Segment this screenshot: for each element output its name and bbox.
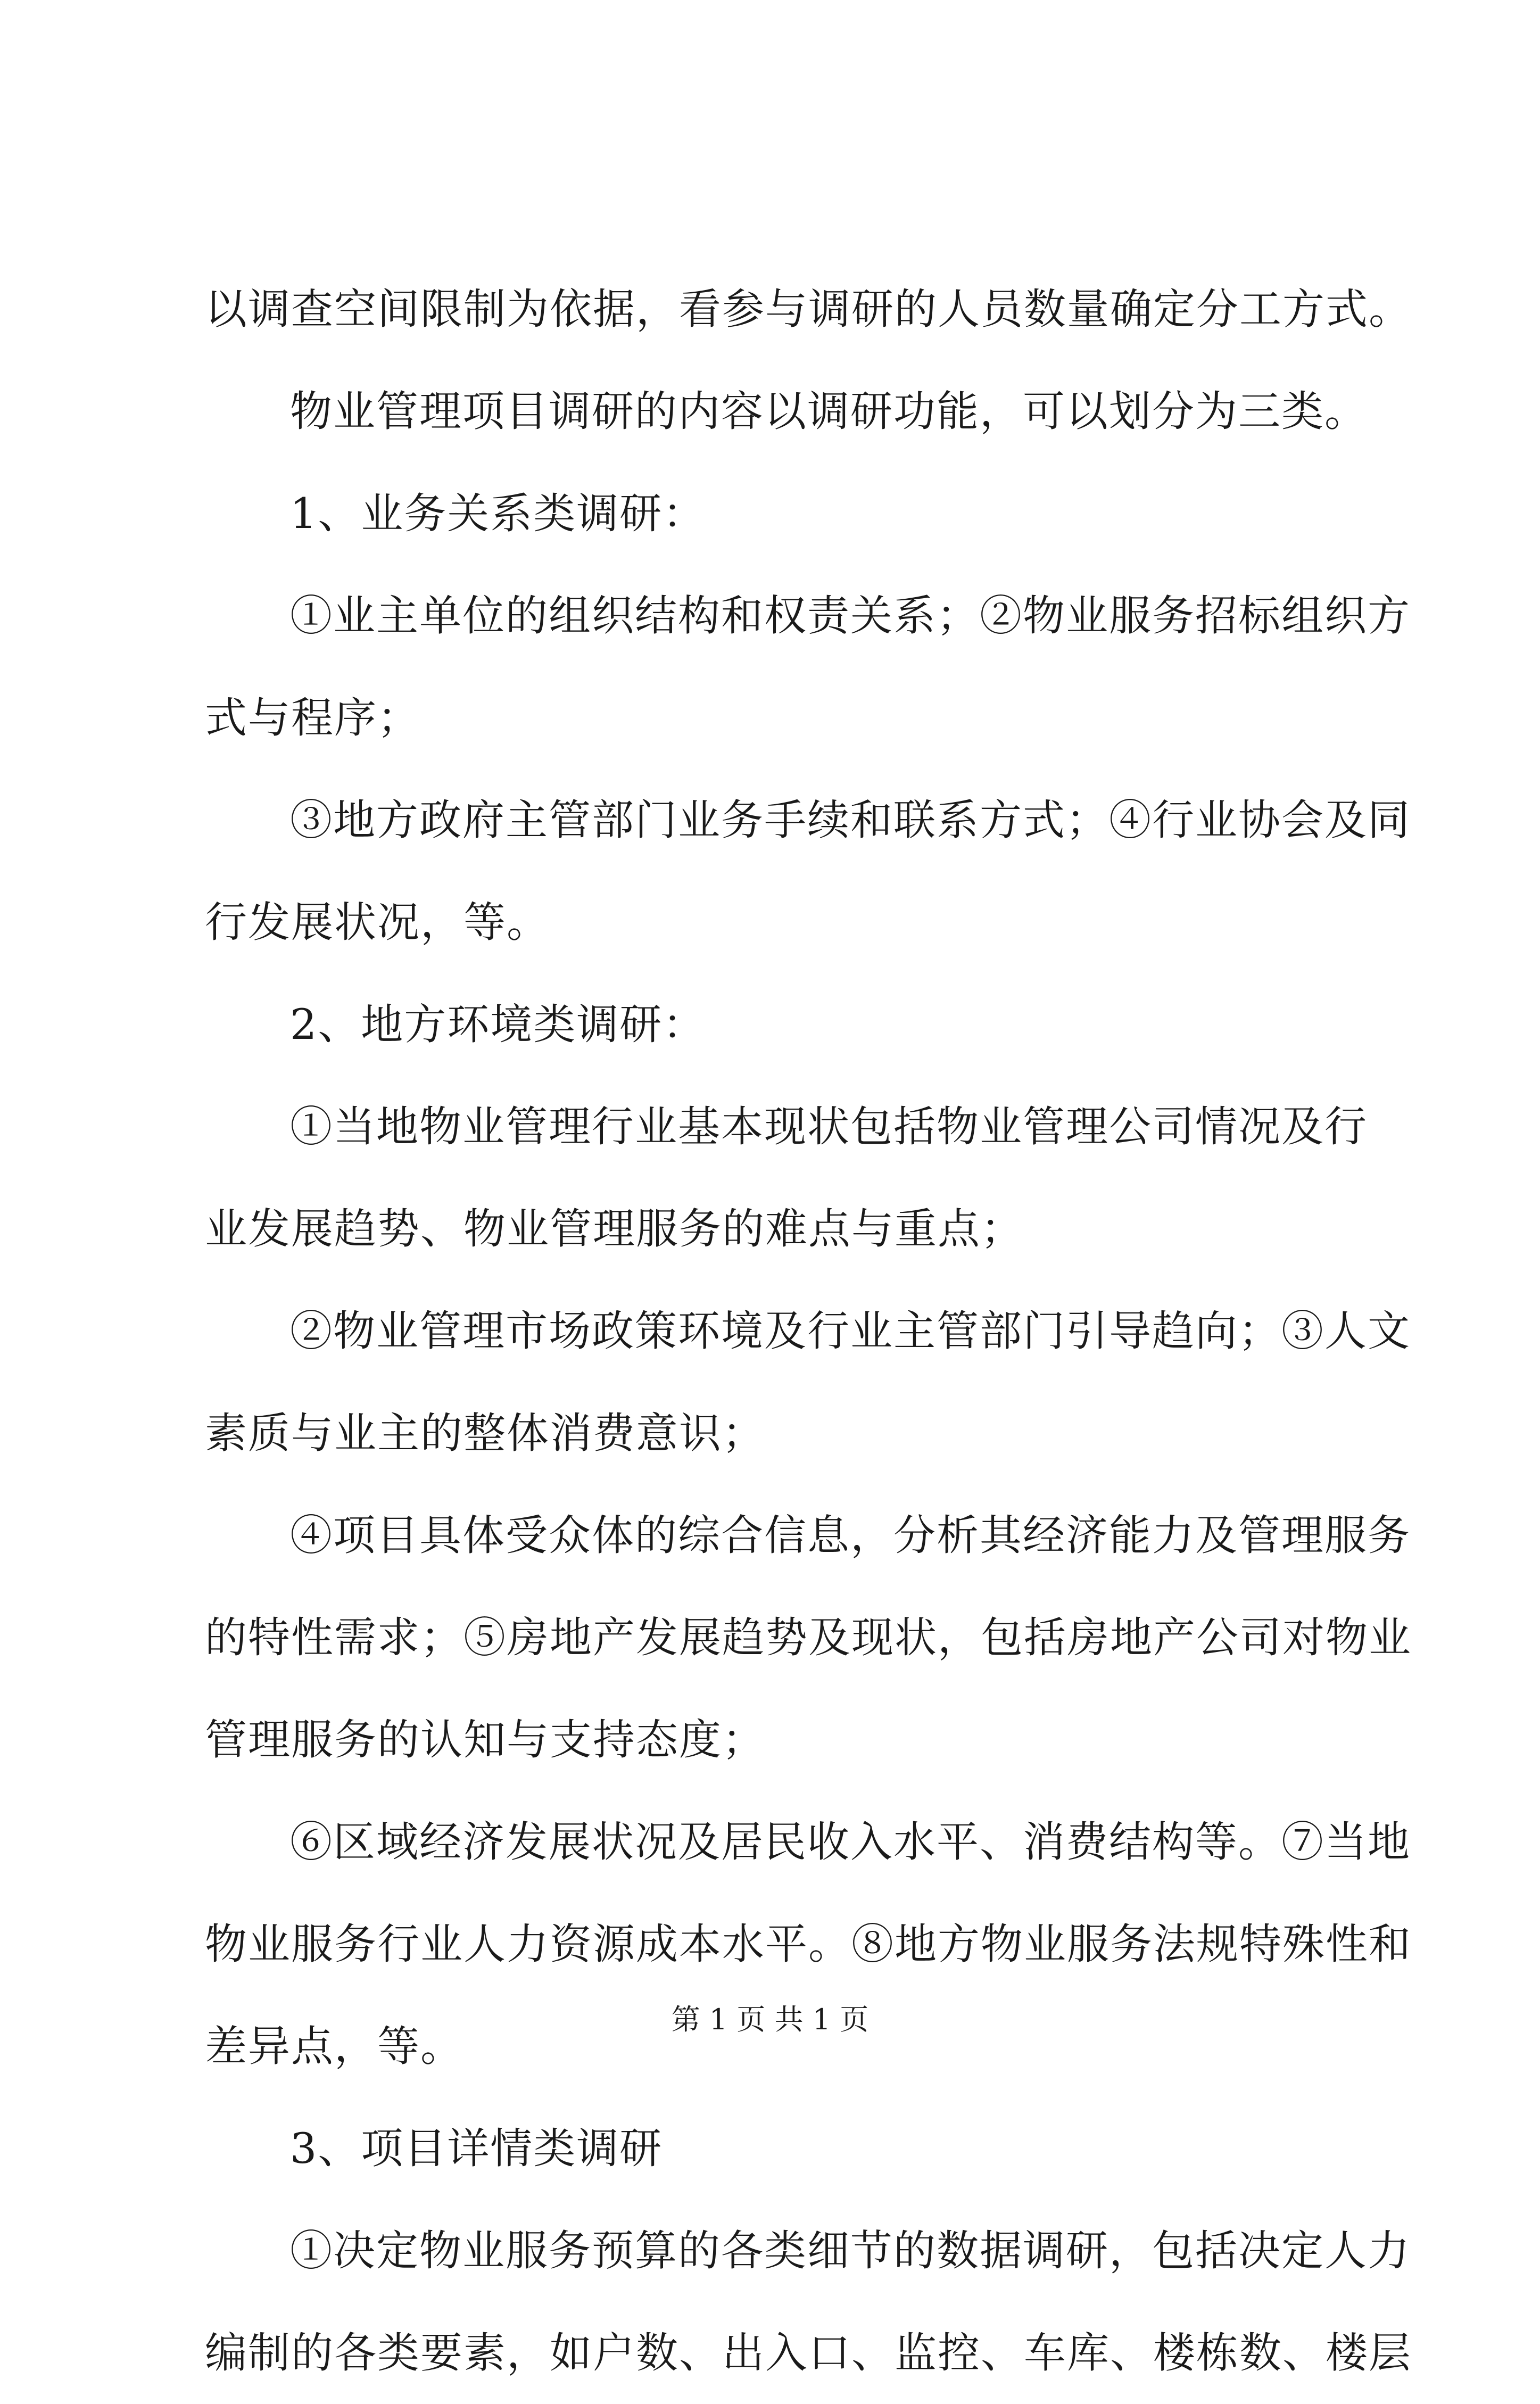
text-line: 2、地方环境类调研： bbox=[290, 1000, 706, 1049]
document-body bbox=[205, 258, 1412, 2404]
text-line: 的特性需求；⑤房地产发展趋势及现状，包括房地产公司对物业 bbox=[205, 1613, 1412, 1662]
text-line: ⑥区域经济发展状况及居民收入水平、消费结构等。⑦当地 bbox=[290, 1818, 1411, 1866]
text-line: ③地方政府主管部门业务手续和联系方式；④行业协会及同 bbox=[290, 796, 1411, 845]
text-line: 管理服务的认知与支持态度； bbox=[205, 1715, 765, 1764]
text-line: 式与程序； bbox=[205, 693, 420, 742]
text-line: 3、项目详情类调研 bbox=[290, 2124, 663, 2173]
text-line: 1、业务关系类调研： bbox=[290, 489, 706, 538]
text-line: ①决定物业服务预算的各类细节的数据调研，包括决定人力 bbox=[290, 2226, 1411, 2275]
text-line: 物业服务行业人力资源成本水平。⑧地方物业服务法规特殊性和 bbox=[205, 1920, 1412, 1969]
text-line: 业发展趋势、物业管理服务的难点与重点； bbox=[205, 1204, 1024, 1253]
text-line: 行发展状况，等。 bbox=[205, 898, 550, 947]
page-footer: 第 1 页 共 1 页 bbox=[671, 2003, 869, 2036]
text-line: ②物业管理市场政策环境及行业主管部门引导趋向；③人文 bbox=[290, 1307, 1411, 1356]
text-line: 差异点，等。 bbox=[205, 2022, 463, 2071]
text-line: 编制的各类要素，如户数、出入口、监控、车库、楼栋数、楼层 bbox=[205, 2328, 1412, 2377]
text-line: ④项目具体受众体的综合信息，分析其经济能力及管理服务 bbox=[290, 1511, 1411, 1560]
text-line: 以调查空间限制为依据，看参与调研的人员数量确定分工方式。 bbox=[205, 285, 1412, 334]
text-line: ①当地物业管理行业基本现状包括物业管理公司情况及行 bbox=[290, 1102, 1368, 1151]
text-line: 素质与业主的整体消费意识； bbox=[205, 1409, 765, 1458]
text-line: 物业管理项目调研的内容以调研功能，可以划分为三类。 bbox=[290, 387, 1368, 436]
text-line: ①业主单位的组织结构和权责关系；②物业服务招标组织方 bbox=[290, 591, 1411, 640]
